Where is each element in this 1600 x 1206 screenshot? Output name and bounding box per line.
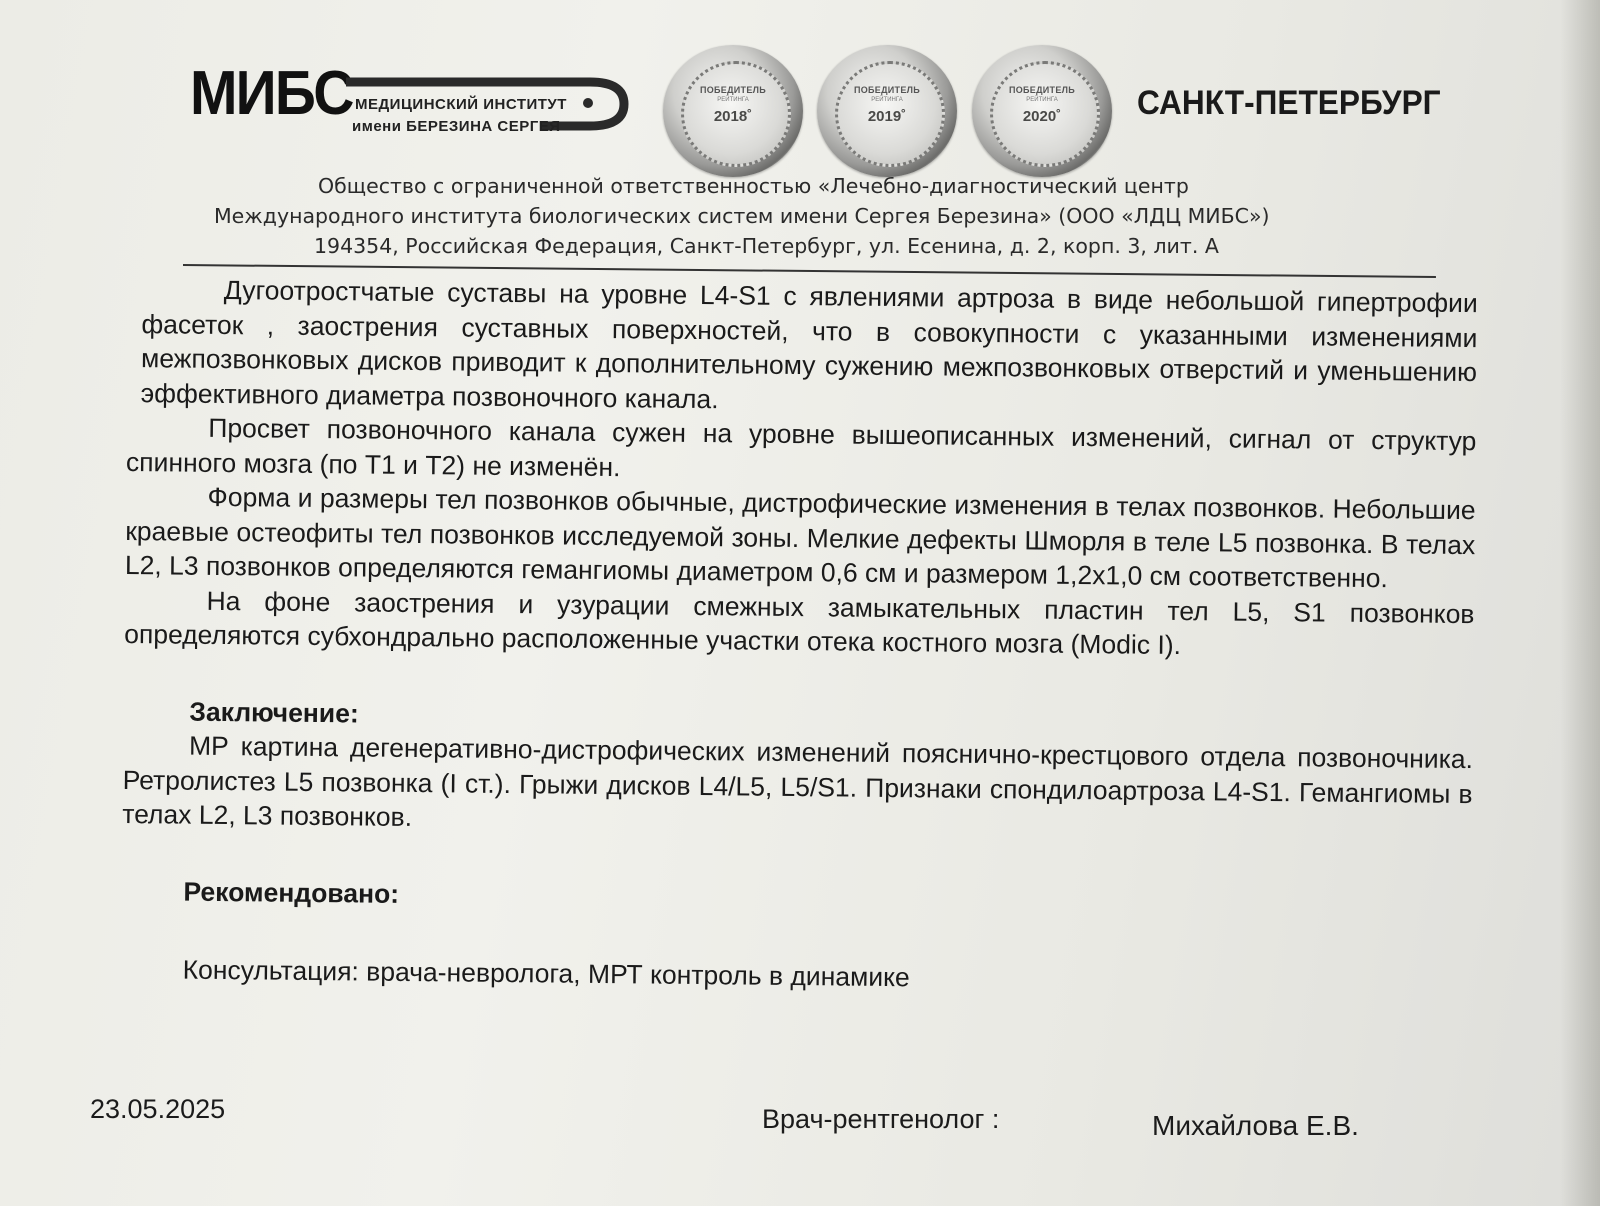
medal-year: 2020˚ <box>1022 108 1062 125</box>
recommendation-heading: Рекомендовано: <box>183 876 400 909</box>
award-medal-2018 <box>663 45 803 177</box>
findings-paragraph: Просвет позвоночного канала сужен на уровне вышеописанных изменений, сигнал от структур спинного мозга (по T1 и T2) не изменён. <box>125 412 1477 482</box>
medal-year: 2019˚ <box>867 108 907 125</box>
medal-sublabel: РЕЙТИНГА <box>871 97 903 103</box>
doctor-name: Михайлова Е.В. <box>1152 1110 1359 1141</box>
recommendation-text: Консультация: врача-невролога, МРТ контроль в динамике <box>182 954 910 993</box>
org-line-2: Международного института биологических систем имени Сергея Березина» (ООО «ЛДЦ МИБС») <box>214 204 1270 228</box>
report-body <box>121 272 1478 1001</box>
findings-paragraph: Дугоотростчатые суставы на уровне L4-S1 с явлениями артроза в виде небольшой гипертрофии фасеток , заострения суставных поверхностей, что в совокупности с указанными изменениями межпозвонковых дисков приводит к дополнительному сужению межпозвонковых отверстий и уменьшению эффективного диаметра позвоночного канала. <box>140 275 1478 414</box>
award-medal-2020 <box>972 45 1112 177</box>
medal-label: ПОБЕДИТЕЛЬ <box>699 85 767 95</box>
medal-sublabel: РЕЙТИНГА <box>717 97 749 103</box>
findings-paragraph: На фоне заострения и узурации смежных замыкательных пластин тел L5, S1 позвонков определяются субхондрально расположенные участки отека костного мозга (Modic I). <box>124 585 1475 661</box>
logo-subtitle-line2: имени БЕРЕЗИНА СЕРГЕЯ <box>352 118 561 135</box>
medal-year: 2018˚ <box>713 108 753 125</box>
award-medal-2019 <box>817 45 957 177</box>
logo-subtitle-line1: МЕДИЦИНСКИЙ ИНСТИТУТ <box>355 96 567 113</box>
clinic-logo: МИБС <box>190 59 353 128</box>
conclusion-heading: Заключение: <box>189 696 359 728</box>
signer-role: Врач-рентгенолог : <box>762 1104 1000 1134</box>
org-line-1: Общество с ограниченной ответственностью «Лечебно-диагностический центр <box>318 174 1189 198</box>
medal-sublabel: РЕЙТИНГА <box>1026 97 1058 103</box>
conclusion-text: МР картина дегенеративно-дистрофических изменений пояснично-крестцового отдела позвоночника. Ретролистез L5 позвонка (I ст.). Грыжи дисков L4/L5, L5/S1. Признаки спондилоартроза L4-S1. Гемангиомы в телах L2, L3 позвонков. <box>122 730 1474 833</box>
medal-label: ПОБЕДИТЕЛЬ <box>1008 85 1076 95</box>
findings-paragraph: Форма и размеры тел позвонков обычные, дистрофические изменения в телах позвонков. Небольшие краевые остеофиты тел позвонков исследуемой зоны. Мелкие дефекты Шморля в теле L5 позвонка. В телах L2, L3 позвонков определяются гемангиомы диаметром 0,6 см и размером 1,2х1,0 см соответственно. <box>124 481 1476 594</box>
org-address: 194354, Российская Федерация, Санкт-Петербург, ул. Есенина, д. 2, корп. 3, лит. А <box>314 234 1219 258</box>
report-date: 23.05.2025 <box>90 1094 226 1124</box>
medal-label: ПОБЕДИТЕЛЬ <box>853 85 921 95</box>
city-name: САНКТ-ПЕТЕРБУРГ <box>1137 84 1441 122</box>
